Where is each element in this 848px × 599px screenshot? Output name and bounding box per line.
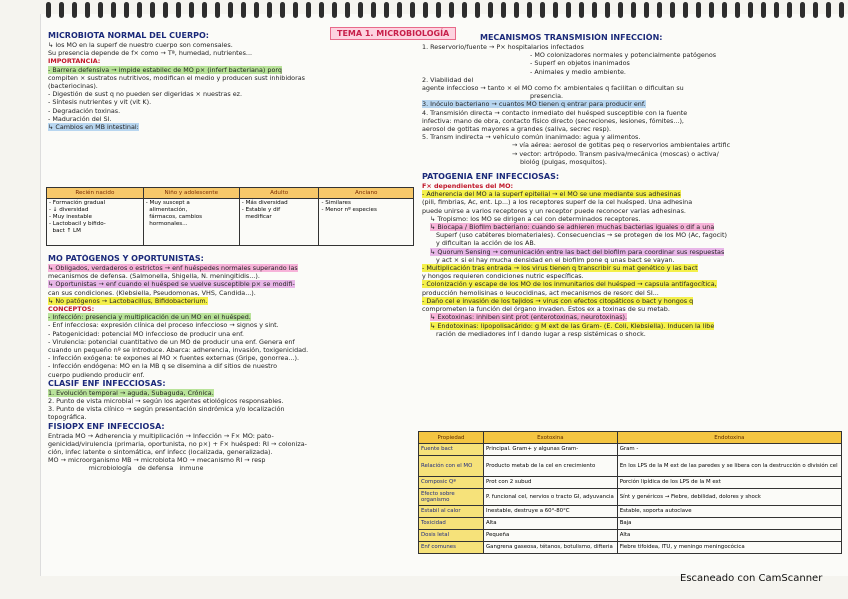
heading-clasificacion: CLASIF ENF INFECCIOSAS: xyxy=(48,378,166,388)
text-line: agente infeccioso → tanto × el MO como f× ambientales q facilitan o dificultan su xyxy=(422,84,684,93)
spiral-ring xyxy=(59,2,64,18)
text-line: - Maduración del SI. xyxy=(48,114,112,123)
table-cell: Gangrena gaseosa, tétanos, botulismo, difteria xyxy=(484,542,618,554)
spiral-ring xyxy=(436,2,441,18)
spiral-ring xyxy=(189,2,194,18)
text-line: (bacteriocinas). xyxy=(48,82,98,91)
text-line: 5. Transm indirecta → vehículo común inanimado: agua y alimentos. xyxy=(422,133,641,142)
text-line xyxy=(48,389,418,397)
text-line: - Digestión de sust q no pueden ser digeridas × nuestras ez. xyxy=(48,90,243,99)
left-column xyxy=(48,31,418,131)
text-line: - Superf en objetos inanimados xyxy=(530,59,630,68)
text-line xyxy=(422,264,842,272)
table-cell: Toxicidad xyxy=(419,518,484,530)
spiral-ring xyxy=(566,2,571,18)
highlight-text: ↳ Cambios en MB intestinal: xyxy=(48,123,139,132)
spiral-ring xyxy=(670,2,675,18)
table-cell: Dosis letal xyxy=(419,530,484,542)
text-line xyxy=(422,280,842,288)
spiral-ring xyxy=(163,2,168,18)
spiral-ring xyxy=(579,2,584,18)
text-line: Su presencia depende de f× como → Tª, humedad, nutrientes... xyxy=(48,49,253,58)
text-line xyxy=(48,123,418,131)
page-title-tag: TEMA 1. MICROBIOLOGÍA xyxy=(330,27,456,40)
spiral-ring xyxy=(254,2,259,18)
spiral-ring xyxy=(722,2,727,18)
table-row xyxy=(419,542,842,554)
table-row xyxy=(419,444,842,456)
spiral-ring xyxy=(397,2,402,18)
text-line: - Síntesis nutrientes y vit (vit K). xyxy=(48,98,152,107)
spiral-ring xyxy=(605,2,610,18)
heading-importancia: IMPORTANCIA: xyxy=(48,57,101,66)
spiral-ring xyxy=(371,2,376,18)
table-row xyxy=(419,506,842,518)
spiral-ring xyxy=(46,2,51,18)
text-line xyxy=(48,66,418,74)
spiral-ring xyxy=(696,2,701,18)
table-cell: Estable, soporta autoclave xyxy=(617,506,841,518)
spiral-ring xyxy=(98,2,103,18)
spiral-ring xyxy=(813,2,818,18)
text-line: - Virulencia: potencial cuantitativo de un MO de producir una enf. Genera enf xyxy=(48,337,295,346)
spiral-ring xyxy=(332,2,337,18)
table-cell: Composic Qª xyxy=(419,477,484,489)
table-header: Anciano xyxy=(319,188,414,199)
highlight-text: ↳ Exotoxinas: inhiben sint prot (enterotoxinas, neurotoxinas). xyxy=(430,313,628,322)
text-line: infectiva: mano de obra, contacto físico directo (secreciones, lesiones, fómites...), xyxy=(422,116,684,125)
table-cell: Enf comunes xyxy=(419,542,484,554)
spiral-ring xyxy=(280,2,285,18)
highlight-text: - Daño cel e invasión de los tejidos → virus con efectos citopáticos o bact y hongos q xyxy=(422,296,694,305)
spiral-ring xyxy=(800,2,805,18)
table-row xyxy=(419,456,842,477)
text-line: cuerpo pudiendo producir enf. xyxy=(48,370,145,379)
table-cell: Sínt y genéricos → Fiebre, debilidad, dolores y shock xyxy=(617,489,841,506)
table-cell: Alta xyxy=(484,518,618,530)
table-cell: Fiebre tifoidea, ITU, y meningo meningocócica xyxy=(617,542,841,554)
subheading-fx-mo: F× dependientes del MO: xyxy=(422,182,514,191)
spiral-ring xyxy=(774,2,779,18)
highlight-text: ↳ Biocapa / Biofilm bacteriano: cuando se adhieren muchas bacterias iguales o dif a una xyxy=(430,223,715,232)
text-line: compiten × sustratos nutritivos, modifican el medio y producen sust inhibidoras xyxy=(48,73,305,82)
text-line: ción, infec latente o sintomática, enf infecc (localizada, generalizada). xyxy=(48,448,273,457)
spiral-ring xyxy=(306,2,311,18)
highlight-text: - Barrera defensiva → impide estabilec de MO p× (inferf bacteriana) porq xyxy=(48,65,282,74)
highlight-text: ↳ No patógenos → Lactobacillus, Bifidobacterium. xyxy=(48,296,208,305)
spiral-ring xyxy=(761,2,766,18)
text-line: y dificultan la acción de los AB. xyxy=(436,239,536,248)
text-line xyxy=(48,264,418,272)
text-line: can sus condiciones. (Klebsiella, Pseudomonas, VHS, Candida...). xyxy=(48,288,256,297)
spiral-ring xyxy=(657,2,662,18)
spiral-ring xyxy=(449,2,454,18)
table-cell: Prot con 2 subud xyxy=(484,477,618,489)
table-cell: Fuente bact xyxy=(419,444,484,456)
spiral-ring xyxy=(202,2,207,18)
text-line: → vector: artrópodo. Transm pasiva/mecánica (moscas) o activa/ xyxy=(512,149,719,158)
table-row xyxy=(419,518,842,530)
highlight-text: ↳ Endotoxinas: lipopolisacárido: g M ext de las Gram- (E. Coli, Klebsiella). Inducen la libe xyxy=(430,321,715,330)
table-cell: Estabil al calor xyxy=(419,506,484,518)
table-cell: Efecto sobre organismo xyxy=(419,489,484,506)
highlight-text: ↳ Quorum Sensing → comunicación entre las bact del biofilm para coordinar sus respuestas xyxy=(430,247,725,256)
highlight-text: - Infección: presencia y multiplicación de un MO en el huésped. xyxy=(48,313,251,322)
spiral-ring xyxy=(553,2,558,18)
text-line: - Enf infecciosa: expresión clínica del proceso infeccioso → signos y sint. xyxy=(48,321,279,330)
text-line: 2. Viabilidad del xyxy=(422,75,474,84)
spiral-ring xyxy=(631,2,636,18)
table-cell: En los LPS de la M ext de las paredes y se libera con la destrucción o división cel xyxy=(617,456,841,477)
spiral-ring xyxy=(215,2,220,18)
spiral-ring xyxy=(527,2,532,18)
table-cell: - Muy suscept a alimentación, fármacos, cambios hormonales... xyxy=(143,199,239,246)
highlight-text: - Adherencia del MO a la superf epitelial → el MO se une mediante sus adhesinas xyxy=(422,190,681,199)
highlight-text: - Multiplicación tras entrada → los virus tienen q transcribir su mat genético y las bact xyxy=(422,264,698,273)
text-line: comprometen la función del órgano invaden. Estos ex a toxinas de su metab. xyxy=(422,305,670,314)
text-line: ↳ los MO en la superf de nuestro cuerpo son comensales. xyxy=(48,41,233,49)
spiral-ring xyxy=(735,2,740,18)
highlight-text: 1. Evolución temporal → aguda, Subaguda, Crónica. xyxy=(48,388,214,397)
spiral-ring xyxy=(501,2,506,18)
table-header: Niño y adolescente xyxy=(143,188,239,199)
toxin-comparison-table xyxy=(418,431,842,554)
text-line: 2. Punto de vista microbial → según los agentes etiológicos responsables. xyxy=(48,397,284,406)
spiral-ring xyxy=(475,2,480,18)
heading-transmision: MECANISMOS TRANSMISIÓN INFECCIÓN: xyxy=(480,33,663,42)
text-line: 1. Reservorio/fuente → P× hospitalarios infectados xyxy=(422,43,584,51)
text-line: ración de mediadores inf l dando lugar a resp sistémicas o shock. xyxy=(436,329,646,338)
text-line: ↳ Tropismo: los MO se dirigen a cel con determinados receptores. xyxy=(430,214,641,223)
spiral-ring xyxy=(488,2,493,18)
left-column-lower xyxy=(48,254,418,473)
spiral-binding xyxy=(0,0,848,20)
text-line: cuando un pequeño nº se introduce. Abarca: adherencia, invasión, toxigenicidad. xyxy=(48,346,309,355)
text-line: mecanismos de defensa. (Salmonella, Shigella, N. meningitidis...). xyxy=(48,272,260,281)
table-header: Recién nacido xyxy=(47,188,144,199)
spiral-ring xyxy=(618,2,623,18)
spiral-ring xyxy=(228,2,233,18)
table-cell: - Más diversidad - Estable y dif medificar xyxy=(239,199,319,246)
spiral-ring xyxy=(384,2,389,18)
text-line: → vía aérea: aerosol de gotitas peq o reservorios ambientales artific xyxy=(512,141,731,150)
table-cell: Relación con el MO xyxy=(419,456,484,477)
spiral-ring xyxy=(644,2,649,18)
spiral-ring xyxy=(540,2,545,18)
text-line: - Animales y medio ambiente. xyxy=(530,67,626,76)
text-line: presencia. xyxy=(530,92,564,101)
spiral-ring xyxy=(410,2,415,18)
text-line xyxy=(422,100,842,108)
text-line: 4. Transmisión directa → contacto inmediato del huésped susceptible con la fuente xyxy=(422,108,688,117)
text-line xyxy=(422,297,842,305)
spiral-ring xyxy=(462,2,467,18)
text-line xyxy=(48,313,418,321)
spiral-ring xyxy=(72,2,77,18)
table-row xyxy=(419,477,842,489)
spiral-ring xyxy=(267,2,272,18)
table-cell: P. funcional cel, nervios o tracto GI, adyuvancia xyxy=(484,489,618,506)
text-line xyxy=(422,248,842,256)
right-column xyxy=(422,33,842,338)
table-cell: Gram - xyxy=(617,444,841,456)
table-cell: Porción lipídica de los LPS de la M ext xyxy=(617,477,841,489)
table-row xyxy=(419,530,842,542)
spiral-ring xyxy=(150,2,155,18)
text-line: puede unirse a varios receptores y un receptor puede reconocer varias adhesinas. xyxy=(422,206,686,215)
text-line: 3. Punto de vista clínico → según presentación sindrómica y/o localización xyxy=(48,405,285,414)
heading-patogenia: PATOGENIA ENF INFECCIOSAS: xyxy=(422,172,560,182)
table-cell: - Formación gradual - ↓ diversidad - Muy inestable - Lactobacil y bifido- bact ↑ LM xyxy=(47,199,144,246)
text-line xyxy=(48,280,418,288)
text-line: aerosol de gotitas mayores a grandes (saliva, secrec resp). xyxy=(422,125,612,134)
scanner-watermark: Escaneado con CamScanner xyxy=(680,573,823,584)
text-line xyxy=(422,322,842,330)
text-line: Entrada MO → Adherencia y multiplicación → Infección → F× MO: pato- xyxy=(48,431,274,440)
spiral-ring xyxy=(319,2,324,18)
table-cell: - Similares - Menor nº especies xyxy=(319,199,414,246)
heading-fisiopatologia: FISIOPX ENF INFECCIOSA: xyxy=(48,421,165,431)
table-cell: Pequeña xyxy=(484,530,618,542)
text-line: producción hemolisinas o leucocidinas, act mecanismos de resorc del SI... xyxy=(422,288,659,297)
spiral-ring xyxy=(423,2,428,18)
spiral-ring xyxy=(241,2,246,18)
spiral-ring xyxy=(683,2,688,18)
spiral-ring xyxy=(748,2,753,18)
spiral-ring xyxy=(709,2,714,18)
spiral-ring xyxy=(293,2,298,18)
spiral-ring xyxy=(839,2,844,18)
spiral-ring xyxy=(514,2,519,18)
spiral-ring xyxy=(358,2,363,18)
highlight-text: - Colonización y escape de los MO de los inmunitarios del huésped → capsula antifagocítica, xyxy=(422,280,717,289)
table-header: Propiedad xyxy=(419,432,484,444)
spiral-ring xyxy=(787,2,792,18)
text-line: biológ (pulgas, mosquitos). xyxy=(520,157,607,166)
text-line xyxy=(422,313,842,321)
table-header: Exotoxina xyxy=(484,432,618,444)
heading-patogenos: MO PATÓGENOS Y OPORTUNISTAS: xyxy=(48,254,204,263)
table-cell: Principal. Gram+ y algunas Gram- xyxy=(484,444,618,456)
text-line: topográfica. xyxy=(48,413,87,422)
highlight-text: ↳ Oportunistas → enf cuando el huésped se vuelve susceptible p× se modifi- xyxy=(48,280,295,289)
text-line: - Infección exógena: te expones al MO × fuentes externas (Gripe, gonorrea...). xyxy=(48,354,300,363)
spiral-ring xyxy=(592,2,597,18)
text-line: microbiología de defensa inmune xyxy=(48,464,204,473)
microbiota-age-table xyxy=(46,187,414,246)
table-header: Endotoxina xyxy=(617,432,841,444)
heading-conceptos: CONCEPTOS: xyxy=(48,305,95,314)
text-line: - Infección endógena: MO en la MB q se disemina a dif sitios de nuestro xyxy=(48,362,278,371)
text-line xyxy=(422,223,842,231)
spiral-ring xyxy=(111,2,116,18)
text-line: - Patogenicidad: potencial MO infeccioso de producir una enf. xyxy=(48,329,244,338)
spiral-ring xyxy=(345,2,350,18)
text-line xyxy=(48,297,418,305)
text-line xyxy=(422,190,842,198)
table-cell: Baja xyxy=(617,518,841,530)
text-line: y act × si el hay mucha densidad en el biofilm pone q unas bact se vayan. xyxy=(436,255,675,264)
table-row xyxy=(419,489,842,506)
text-line: - Degradación toxinas. xyxy=(48,106,121,115)
table-cell: Inestable, destruye a 60°-80°C xyxy=(484,506,618,518)
highlight-text: 3. Inóculo bacteriano → cuantos MO tienen q entrar para producir enf. xyxy=(422,100,646,109)
text-line: (pili, fimbrias, Ac, ent. Lp...) a los receptores superf de la cel huésped. Una adhesina xyxy=(422,198,693,207)
spiral-ring xyxy=(137,2,142,18)
text-line: - MO colonizadores normales y potencialmente patógenos xyxy=(530,51,717,60)
table-cell: Producto metab de la cel en crecimiento xyxy=(484,456,618,477)
heading-microbiota: MICROBIOTA NORMAL DEL CUERPO: xyxy=(48,31,209,40)
spiral-ring xyxy=(176,2,181,18)
text-line: genicidad/virulencia (primaria, oportunista, no p×) + F× huésped: RI → coloniza- xyxy=(48,439,307,448)
table-cell: Alta xyxy=(617,530,841,542)
spiral-ring xyxy=(826,2,831,18)
highlight-text: ↳ Obligados, verdaderos o estrictos → enf huéspedes normales superando las xyxy=(48,264,298,272)
text-line: y hongos requieren condiciones nutric específicas. xyxy=(422,272,584,281)
table-header: Adulto xyxy=(239,188,319,199)
text-line: MO → microorganismo MB → microbiota MO → mecanismo RI → resp xyxy=(48,456,266,465)
spiral-ring xyxy=(124,2,129,18)
spiral-ring xyxy=(85,2,90,18)
text-line: Superf (uso catéteres biomateriales). Consecuencias → se protegen de los MO (Ac, fagocit) xyxy=(436,231,727,240)
